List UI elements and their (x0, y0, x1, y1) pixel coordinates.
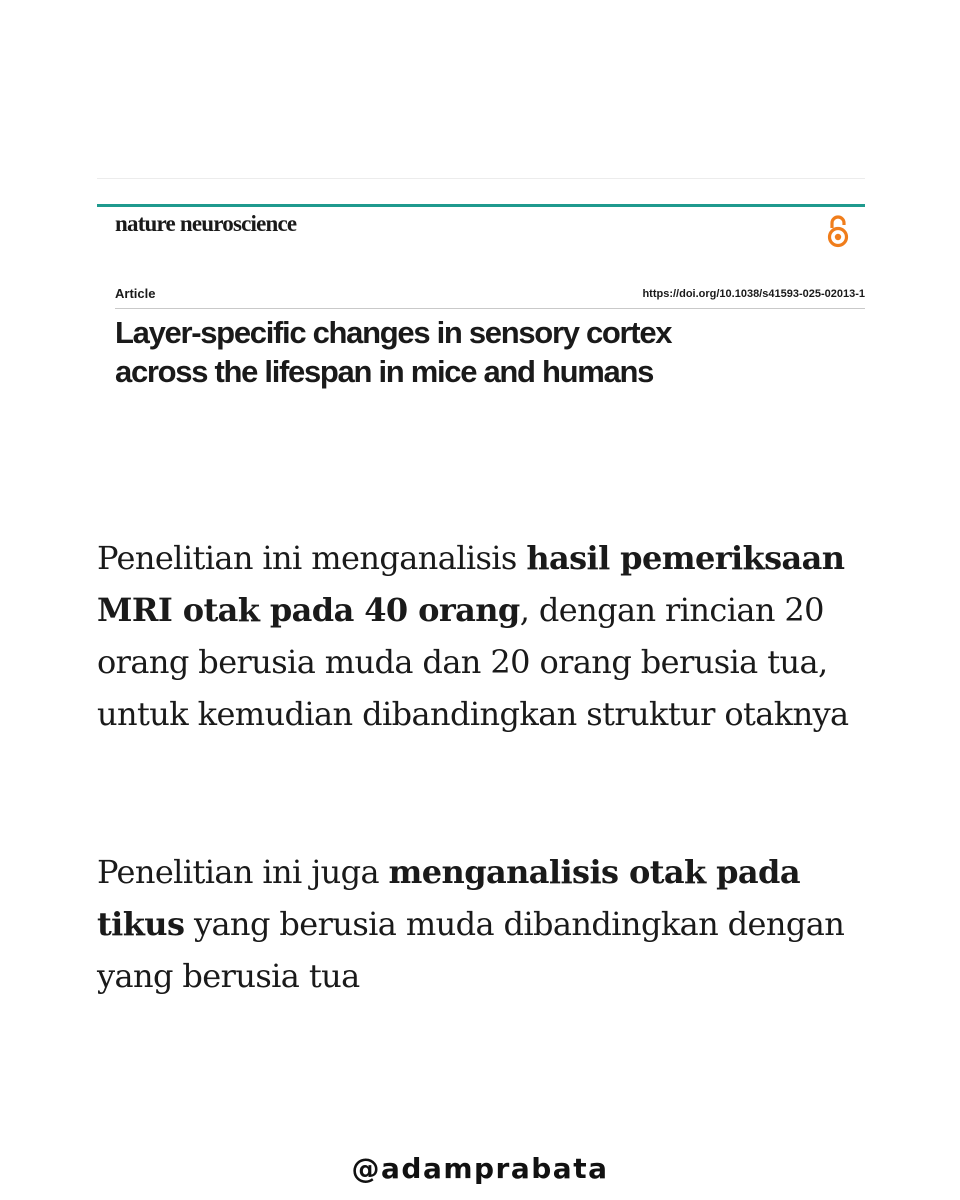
journal-name: nature neuroscience (115, 211, 297, 236)
paragraph-1-text-start: Penelitian ini menganalisis (97, 539, 527, 577)
paragraph-2-text-start: Penelitian ini juga (97, 853, 389, 891)
paragraph-2-highlight: menganalisis otak pada tikus (97, 853, 800, 943)
article-title-line-2: across the lifespan in mice and humans (115, 354, 654, 389)
paragraph-2-text-end: yang berusia muda dibandingkan dengan yang berusia tua (97, 905, 845, 995)
summary-paragraph-1 (97, 532, 857, 740)
paragraph-1-text-end: , dengan rincian 20 orang berusia muda dan 20 orang berusia tua, untuk kemudian dibandingkan struktur otaknya (97, 591, 849, 733)
summary-paragraph-2 (97, 846, 857, 1002)
article-type-label: Article (115, 286, 156, 301)
author-handle: @adamprabata (351, 1152, 609, 1185)
paragraph-1-highlight: hasil pemeriksaan MRI otak pada 40 orang (97, 539, 845, 629)
article-header-card (97, 178, 865, 411)
article-title-line-1: Layer-specific changes in sensory cortex (115, 315, 672, 350)
header-divider (115, 308, 865, 309)
journal-accent-rule (97, 204, 865, 207)
doi-link[interactable]: https://doi.org/10.1038/s41593-025-02013-1 (642, 288, 865, 300)
open-access-icon (825, 213, 851, 249)
article-title (115, 313, 855, 391)
